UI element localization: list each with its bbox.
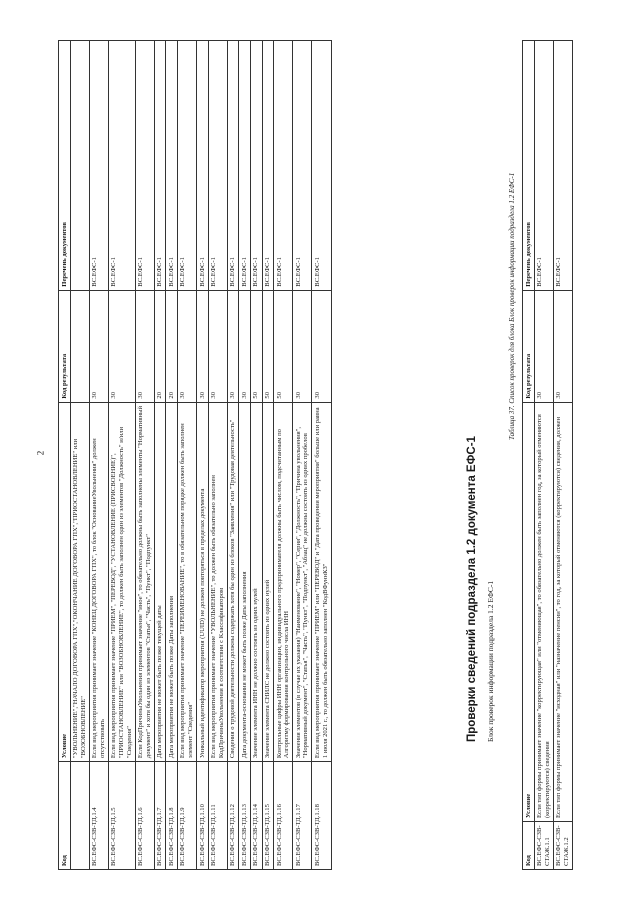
cell-result-code: 30	[177, 290, 196, 402]
cell-documents: ВС.ЕФС-1	[177, 41, 196, 291]
cell-code: ВС.ЕФС-СЗВ-ТД.1.7	[154, 762, 166, 870]
cell-result-code: 30	[197, 290, 209, 402]
cell-documents: ВС.ЕФС-1	[553, 41, 572, 291]
table-body	[534, 41, 572, 870]
cell-documents: ВС.ЕФС-1	[262, 41, 274, 291]
cell-code: ВС.ЕФС-СЗВ-ТД.1.16	[274, 762, 293, 870]
cell-code: ВС.ЕФС-СЗВ-ТД.1.15	[262, 762, 274, 870]
cell-condition: Если вид мероприятия принимает значение "УВОЛЬНЕНИЕ", то должен быть обязательно заполнен КодПричиныУвольнения в соответствии с Классификатором	[208, 402, 227, 762]
cell-code: ВС.ЕФС-СЗВ-ТД.1.4	[89, 762, 108, 870]
table-row	[274, 41, 293, 870]
cell-condition: Если вид мероприятия принимает значение "ПРИЕМ" или "ПЕРЕВОД" и "Дата проведения мероприятия" больше или равна 1 июля 2021 г., то должен быть обязательно заполнен "КодВФуннКЗ"	[312, 402, 331, 762]
cell-condition: Если вид мероприятия принимает значение "КОНЕЦ ДОГОВОРА ГПХ", то блок "ОснованиеУвольнения" должен отсутствовать	[89, 402, 108, 762]
cell-code: ВС.ЕФС-СЗВ-ТД.1.13	[239, 762, 251, 870]
table-row	[197, 41, 209, 870]
header-condition: Условие	[59, 402, 71, 762]
cell-result-code: 30	[208, 290, 227, 402]
table-body	[70, 41, 331, 870]
header-documents: Перечень документов	[59, 41, 71, 291]
cell-code: ВС.ЕФС-СЗВ-ТД.1.12	[227, 762, 239, 870]
cell-documents: ВС.ЕФС-1	[208, 41, 227, 291]
table-header-row	[523, 41, 535, 870]
cell-condition: Дата мероприятия не может быть позже Даты заполнения	[166, 402, 178, 762]
cell-documents: ВС.ЕФС-1	[89, 41, 108, 291]
cell-documents: ВС.ЕФС-1	[534, 41, 553, 291]
cell-condition: Значения элементов (в случае их указания) "Наименование", "Номер", "Серия", "Должность", "Причина увольнения", "Нормативный документ", "Статья", "Часть", "Пункт", "Подпункт", "Абзац" не должны состоять из одних пробелов	[293, 402, 312, 762]
rotated-page-content	[40, 40, 600, 870]
header-result-code: Код результата	[59, 290, 71, 402]
header-code: Код	[523, 822, 535, 870]
cell-result-code: 30	[293, 290, 312, 402]
table-row	[239, 41, 251, 870]
cell-condition: Сведения о трудовой деятельности должны содержать хотя бы один из блоков "Заявления" или "Трудовая деятельность"	[227, 402, 239, 762]
cell-condition: Если КодПричиныУвольнения принимает значение "иное", то обязательно должны быть заполнены элементы "Нормативный документ" и хотя бы один из элементов "Статья", "Часть", "Пункт", "Подпункт"	[135, 402, 154, 762]
cell-condition: Уникальный идентификатор мероприятия (UUID) не должен повторяться в пределах документа	[197, 402, 209, 762]
table-row	[553, 41, 572, 870]
cell-code: ВС.ЕФС-СЗВ-ТД.1.9	[177, 762, 196, 870]
cell-result-code	[70, 290, 89, 402]
table-row	[208, 41, 227, 870]
cell-code: ВС.ЕФС-СЗВ-ТД.1.6	[135, 762, 154, 870]
cell-code	[70, 762, 89, 870]
cell-result-code: 50	[262, 290, 274, 402]
table-row	[166, 41, 178, 870]
checks-table-1-1	[58, 40, 332, 870]
cell-result-code: 30	[312, 290, 331, 402]
cell-result-code: 30	[534, 290, 553, 402]
cell-documents: ВС.ЕФС-1	[250, 41, 262, 291]
cell-condition: Дата мероприятия не может быть позже текущей даты	[154, 402, 166, 762]
table-row	[312, 41, 331, 870]
table-row	[250, 41, 262, 870]
cell-result-code: 50	[250, 290, 262, 402]
cell-documents: ВС.ЕФС-1	[227, 41, 239, 291]
table-row	[89, 41, 108, 870]
header-code: Код	[59, 762, 71, 870]
cell-result-code: 30	[227, 290, 239, 402]
cell-documents: ВС.ЕФС-1	[197, 41, 209, 291]
table-row	[262, 41, 274, 870]
cell-documents	[70, 41, 89, 291]
cell-code: ВС.ЕФС-СЗВ-ТД.1.5	[108, 762, 135, 870]
table-caption: Таблица 37. Список проверок для блока Блок проверок информации подраздела 1.2 ЕФС-1	[508, 172, 516, 440]
section-subline: Блок проверок информации подраздела 1.2 ЕФС-1	[486, 580, 495, 742]
cell-condition: Если тип формы принимает значение "корректирующая" или "отменяющая", то обязательно должен быть заполнен год, за который отменяются (корректируются) сведения	[534, 402, 553, 821]
cell-condition: Если тип формы принимает значение "исходная" или "назначение пенсии", то год, за который отменяются (корректируются) сведения, должен	[553, 402, 572, 821]
cell-documents: ВС.ЕФС-1	[239, 41, 251, 291]
cell-condition: Если вид мероприятия принимает значение "ПЕРЕИМЕНОВАНИЕ", то в обязательном порядке должен быть заполнен элемент "Сведения"	[177, 402, 196, 762]
table-row	[293, 41, 312, 870]
cell-result-code: 50	[274, 290, 293, 402]
checks-table-1-2	[522, 40, 573, 870]
cell-code: ВС.ЕФС-СЗВ-ТД.1.11	[208, 762, 227, 870]
header-condition: Условие	[523, 402, 535, 821]
cell-condition: Дата документа-основания не может быть позже Даты заполнения	[239, 402, 251, 762]
cell-code: ВС.ЕФС-СЗВ-ТД.1.8	[166, 762, 178, 870]
cell-documents: ВС.ЕФС-1	[108, 41, 135, 291]
cell-condition: Значение элемента ИНН не должно состоять из одних нулей	[250, 402, 262, 762]
cell-code: ВС.ЕФС-СЗВ-ТД.1.10	[197, 762, 209, 870]
cell-documents: ВС.ЕФС-1	[154, 41, 166, 291]
header-documents: Перечень документов	[523, 41, 535, 291]
cell-result-code: 30	[89, 290, 108, 402]
table-row	[70, 41, 89, 870]
cell-condition: "УВОЛЬНЕНИЕ","НАЧАЛО ДОГОВОРА ГПХ","ОКОНЧАНИЕ ДОГОВОРА ГПХ","ПРИОСТАНОВЛЕНИЕ" или "ВОЗОБНОВЛЕНИЕ"	[70, 402, 89, 762]
cell-result-code: 30	[553, 290, 572, 402]
cell-code: ВС.ЕФС-СЗВ-СТАЖ.1.1	[534, 822, 553, 870]
cell-result-code: 30	[108, 290, 135, 402]
table-header-row	[59, 41, 71, 870]
cell-result-code: 30	[239, 290, 251, 402]
cell-code: ВС.ЕФС-СЗВ-ТД.1.18	[312, 762, 331, 870]
cell-documents: ВС.ЕФС-1	[293, 41, 312, 291]
table-row	[154, 41, 166, 870]
table-row	[534, 41, 553, 870]
cell-condition: Значение элемента СНИЛС не должно состоять из одних нулей	[262, 402, 274, 762]
cell-documents: ВС.ЕФС-1	[274, 41, 293, 291]
cell-result-code: 30	[135, 290, 154, 402]
cell-code: ВС.ЕФС-СЗВ-ТД.1.14	[250, 762, 262, 870]
cell-documents: ВС.ЕФС-1	[312, 41, 331, 291]
cell-documents: ВС.ЕФС-1	[135, 41, 154, 291]
table-row	[177, 41, 196, 870]
cell-result-code: 20	[154, 290, 166, 402]
cell-documents: ВС.ЕФС-1	[166, 41, 178, 291]
table-row	[108, 41, 135, 870]
cell-code: ВС.ЕФС-СЗВ-ТД.1.17	[293, 762, 312, 870]
cell-condition: Контрольные цифры ИНН организации, индивидуального предпринимателя должны быть числом, подсчитанным по Алгоритму формирования контрольного числа ИНН	[274, 402, 293, 762]
page-number: 2	[35, 450, 46, 456]
cell-result-code: 20	[166, 290, 178, 402]
cell-condition: Если вид мероприятия принимает значение "ПРИЕМ", "ПЕРЕВОД", "УСТАНОВЛЕНИЕ (ПРИСВОЕНИЕ)", "ПРИОСТАНОВЛЕНИЕ" или "ВОЗОБНОВЛЕНИЕ", то должен быть заполнен один из элементов "Должность" и/или "Сведения"	[108, 402, 135, 762]
table-row	[227, 41, 239, 870]
table-row	[135, 41, 154, 870]
header-result-code: Код результата	[523, 290, 535, 402]
cell-code: ВС.ЕФС-СЗВ-СТАЖ.1.2	[553, 822, 572, 870]
section-heading: Проверки сведений подраздела 1.2 документа ЕФС-1	[466, 436, 478, 742]
